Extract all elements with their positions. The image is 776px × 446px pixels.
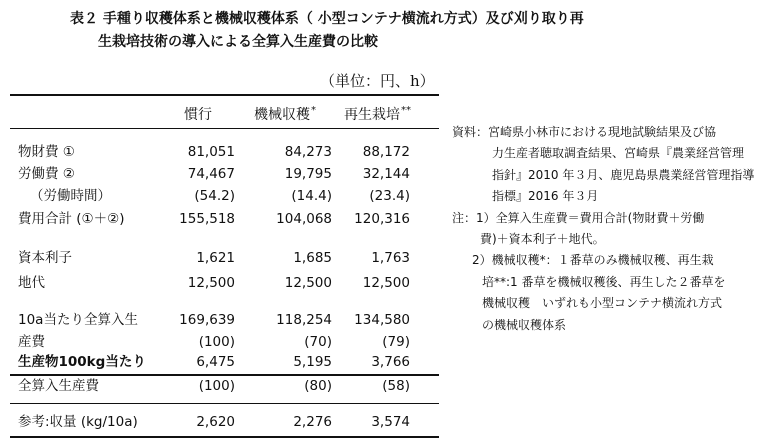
cell-land-rent-conventional: 12,500 <box>187 275 235 291</box>
cell-land-rent-regrowth: 12,500 <box>362 275 410 291</box>
cell-labor-hours-machine: (14.4) <box>291 188 332 204</box>
cell-cost-per-10a-index-regrowth: (79) <box>382 334 410 350</box>
cell-yield-machine: 2,276 <box>293 414 332 430</box>
cell-cost-per-100kg-index-machine: (80) <box>304 378 332 394</box>
header-regrowth-mark: ** <box>401 105 411 116</box>
cell-labor-hours-regrowth: (23.4) <box>369 188 410 204</box>
cell-labor-cost-machine: 19,795 <box>284 166 332 182</box>
cell-capital-interest-machine: 1,685 <box>293 250 332 266</box>
cell-material-cost-machine: 84,273 <box>284 144 332 160</box>
cell-cost-per-100kg-index-conventional: (100) <box>198 378 235 394</box>
header-regrowth: 再生栽培** <box>344 105 411 123</box>
note-2-line4: の機械収穫体系 <box>482 317 567 332</box>
table-title-line2: 生栽培技術の導入による全算入生産費の比較 <box>98 34 378 50</box>
cell-cost-per-100kg-regrowth: 3,766 <box>371 354 410 370</box>
header-machine-harvest: 機械収穫* <box>254 105 316 123</box>
cell-cost-per-10a-regrowth: 134,580 <box>354 312 410 328</box>
row-label-yield: 参考:収量 (kg/10a) <box>18 414 138 430</box>
note-source-line2: 力生産者聴取調査結果、宮崎県『農業経営管理 <box>492 146 745 161</box>
cell-total-cost-conventional: 155,518 <box>179 211 235 227</box>
notes-block <box>452 122 770 336</box>
note-source-line4: 指標』2016 年３月 <box>492 189 599 204</box>
header-rule <box>10 128 439 129</box>
cell-yield-regrowth: 3,574 <box>371 414 410 430</box>
cell-land-rent-machine: 12,500 <box>284 275 332 291</box>
cell-cost-per-10a-conventional: 169,639 <box>179 312 235 328</box>
cell-total-cost-machine: 104,068 <box>276 211 332 227</box>
cell-capital-interest-regrowth: 1,763 <box>371 250 410 266</box>
cell-cost-per-10a-index-conventional: (100) <box>198 334 235 350</box>
cell-labor-cost-regrowth: 32,144 <box>362 166 410 182</box>
table-title <box>70 8 760 54</box>
row-label-cost-per-100kg: 生産物100kg当たり <box>18 354 146 370</box>
row-label-land-rent: 地代 <box>18 275 45 291</box>
cell-labor-cost-conventional: 74,467 <box>187 166 235 182</box>
row-label-labor-hours: （労働時間） <box>30 188 111 204</box>
note-1-line1: 注：1）全算入生産費＝費用合計(物財費＋労働 <box>452 210 705 225</box>
row-label-cost-per-100kg-index: 全算入生産費 <box>18 378 99 394</box>
cell-material-cost-regrowth: 88,172 <box>362 144 410 160</box>
cell-material-cost-conventional: 81,051 <box>187 144 235 160</box>
cell-yield-conventional: 2,620 <box>196 414 235 430</box>
header-machine-harvest-mark: * <box>311 105 316 116</box>
cell-capital-interest-conventional: 1,621 <box>196 250 235 266</box>
row-label-total-cost: 費用合計 (①＋②) <box>18 211 125 227</box>
note-2-line3: 機械収穫 いずれも小型コンテナ横流れ方式 <box>482 296 723 311</box>
row-label-capital-interest: 資本利子 <box>18 250 72 266</box>
row-label-cost-per-10a: 10a当たり全算入生 <box>18 312 138 328</box>
cell-cost-per-10a-index-machine: (70) <box>304 334 332 350</box>
note-source-line1: 資料：宮崎県小林市における現地試験結果及び協 <box>452 125 717 139</box>
cell-labor-hours-conventional: (54.2) <box>194 188 235 204</box>
table-title-line1: 表２ 手種り収穫体系と機械収穫体系（ 小型コンテナ横流れ方式）及び刈り取り再 <box>70 11 584 27</box>
note-source-line3: 指針』2010 年３月、鹿児島県農業経営管理指導 <box>492 167 755 182</box>
unit-label: （単位：円、h） <box>320 72 435 90</box>
cell-cost-per-100kg-machine: 5,195 <box>293 354 332 370</box>
table-bottom-rule <box>10 436 439 438</box>
table-top-rule <box>10 94 439 96</box>
cell-cost-per-100kg-index-regrowth: (58) <box>382 378 410 394</box>
note-2-line1: 2）機械収穫*：１番草のみ機械収穫、再生栽 <box>472 253 714 268</box>
reference-rule <box>10 403 439 404</box>
header-conventional: 慣行 <box>184 107 212 123</box>
row-label-material-cost: 物財費 ① <box>18 144 75 160</box>
note-2-line2: 培**:1 番草を機械収穫後、再生した２番草を <box>482 274 726 289</box>
row-label-cost-per-10a-index: 産費 <box>18 334 45 350</box>
section-rule <box>10 374 439 376</box>
cell-cost-per-100kg-conventional: 6,475 <box>196 354 235 370</box>
note-1-line2: 費)＋資本利子＋地代。 <box>480 232 605 247</box>
cell-cost-per-10a-machine: 118,254 <box>276 312 332 328</box>
row-label-labor-cost: 労働費 ② <box>18 166 75 182</box>
cell-total-cost-regrowth: 120,316 <box>354 211 410 227</box>
